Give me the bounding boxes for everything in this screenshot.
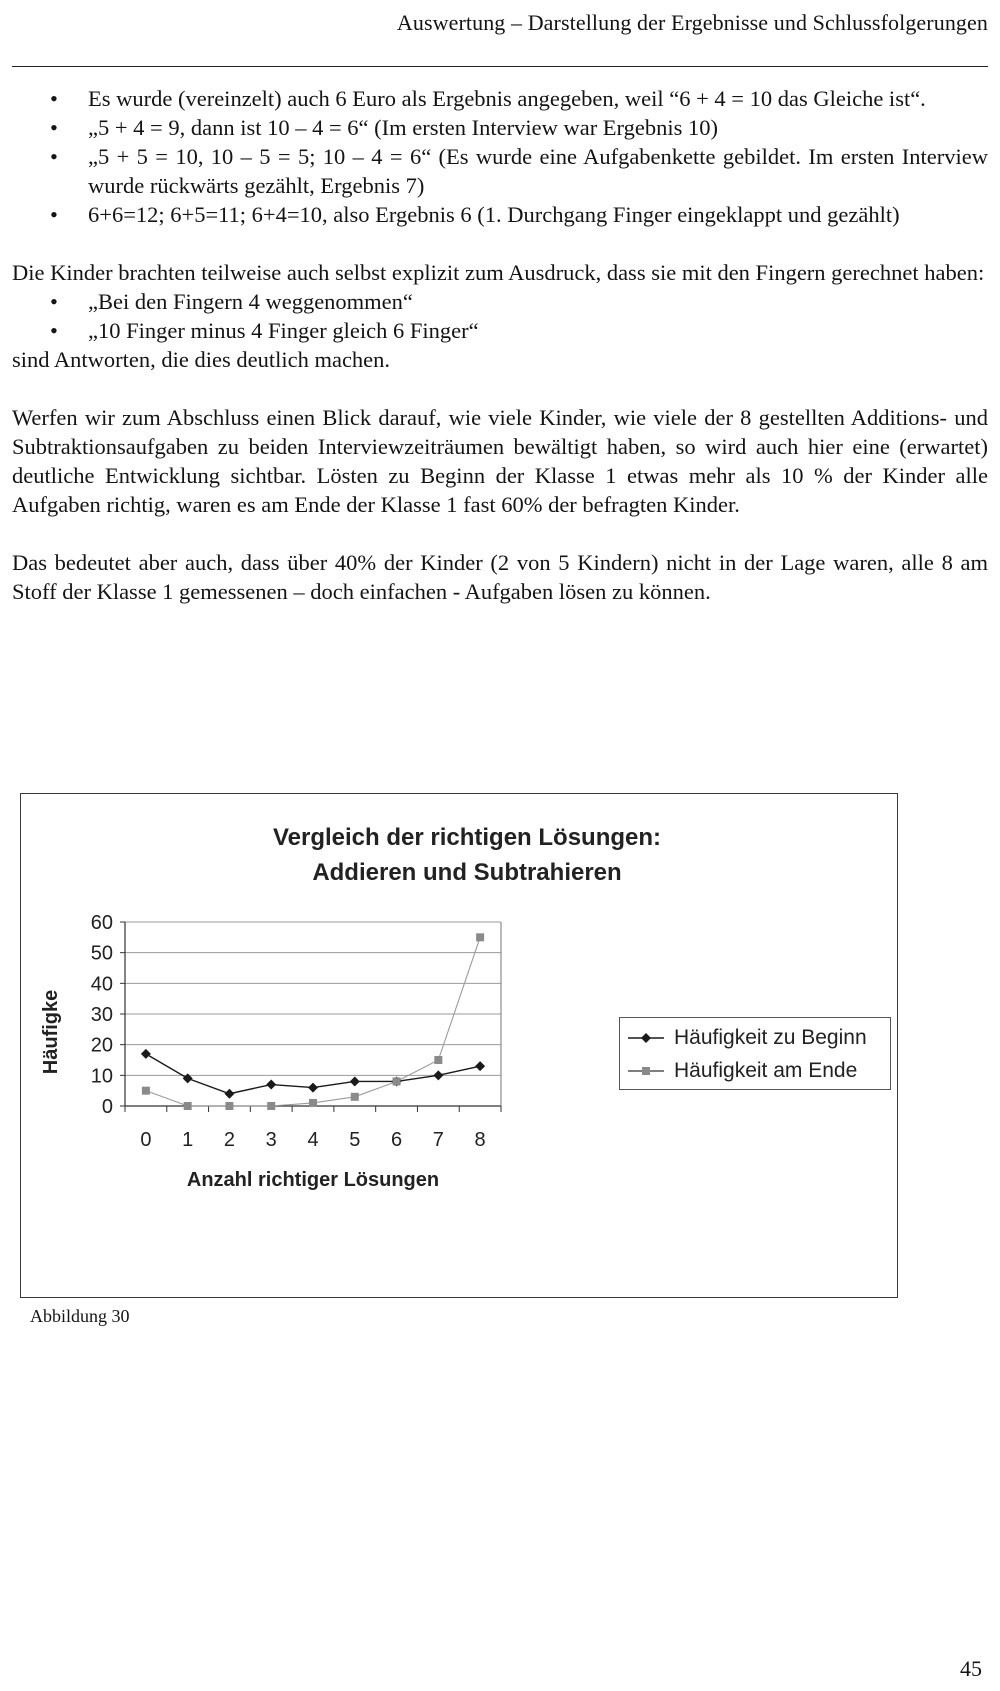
x-tick-label: 8 (474, 1129, 486, 1151)
y-tick-label: 60 (90, 912, 113, 934)
paragraph-kinder-outro: sind Antworten, die dies deutlich machen. (12, 347, 391, 372)
running-head: Auswertung – Darstellung der Ergebnisse und Schlussfolgerungen (396, 10, 988, 35)
y-tick-label: 30 (90, 1004, 113, 1026)
x-tick-label: 6 (390, 1129, 403, 1151)
list-item: • Es wurde (vereinzelt) auch 6 Euro als Ergebnis angegeben, weil “6 + 4 = 10 das Gleiche ist“. (12, 84, 988, 113)
figure-caption: Abbildung 30 (30, 1306, 130, 1326)
y-axis-title: Häufigke (40, 989, 62, 1075)
legend-item-ende (626, 1056, 857, 1086)
list-item: • „5 + 5 = 10, 10 – 5 = 5; 10 – 4 = 6“ (Es wurde eine Aufgabenkette gebildet. Im ersten Interview wurde rückwärts gezählt, Ergebnis 7) (12, 142, 988, 200)
y-tick-label: 50 (90, 942, 113, 965)
chart-title-line-1: Vergleich der richtigen Lösungen: (272, 824, 662, 851)
chart-legend (619, 1017, 891, 1090)
data-point-beginn (433, 1070, 443, 1080)
x-tick-label: 4 (307, 1129, 319, 1151)
data-point-ende (184, 1102, 192, 1110)
chart-title-line-2: Addieren und Subtrahieren (312, 859, 622, 886)
x-tick-label: 1 (182, 1129, 194, 1151)
x-tick-label: 3 (265, 1129, 277, 1151)
data-point-ende (351, 1093, 359, 1101)
data-point-ende (309, 1099, 317, 1107)
data-point-beginn (224, 1089, 234, 1099)
y-tick-label: 10 (90, 1065, 113, 1088)
data-point-ende (267, 1102, 275, 1110)
x-tick-label: 7 (432, 1129, 444, 1151)
y-tick-label: 40 (90, 973, 113, 996)
data-point-ende (225, 1102, 233, 1110)
y-tick-label: 20 (90, 1034, 113, 1057)
legend-item-beginn (626, 1023, 867, 1053)
x-tick-label: 5 (349, 1129, 361, 1151)
paragraph-kinder-intro: Die Kinder brachten teilweise auch selbst explizit zum Ausdruck, dass sie mit den Fingern gerechnet haben: (12, 260, 985, 285)
legend-label-beginn: Häufigkeit zu Beginn (674, 1026, 867, 1049)
paragraph-abschluss: Werfen wir zum Abschluss einen Blick darauf, wie viele Kinder, wie viele der 8 gestellten Additions- und Subtraktionsaufgaben zu beiden Interviewzeiträumen bewältigt haben, so wird auch hier eine (erwartet) deutliche Entwicklung sichtbar. Lösten zu Beginn der Klasse 1 etwas mehr als 10 % der Kinder alle Aufgaben richtig, waren es am Ende der Klasse 1 fast 60% der befragten Kinder. (12, 405, 988, 517)
data-point-ende (476, 933, 484, 941)
x-tick-label: 0 (140, 1129, 152, 1151)
header-rule (12, 66, 988, 67)
x-tick-label: 2 (223, 1129, 236, 1151)
page-number: 45 (960, 1656, 982, 1681)
page-body (12, 84, 988, 606)
list-item: • „10 Finger minus 4 Finger gleich 6 Finger“ (12, 316, 988, 345)
list-item: • 6+6=12; 6+5=11; 6+4=10, also Ergebnis 6 (1. Durchgang Finger eingeklappt und gezählt) (12, 200, 988, 229)
data-point-ende (434, 1056, 442, 1064)
data-point-ende (393, 1077, 401, 1085)
y-tick-label: 0 (101, 1096, 113, 1118)
paragraph-bedeutet: Das bedeutet aber auch, dass über 40% der Kinder (2 von 5 Kindern) nicht in der Lage waren, alle 8 am Stoff der Klasse 1 gemessenen – doch einfachen - Aufgaben lösen zu können. (12, 550, 988, 604)
series-line-ende (146, 937, 480, 1106)
legend-swatch-beginn (626, 1031, 666, 1045)
data-point-beginn (350, 1076, 360, 1086)
legend-swatch-ende (626, 1064, 666, 1078)
list-item: • „5 + 4 = 9, dann ist 10 – 4 = 6“ (Im ersten Interview war Ergebnis 10) (12, 113, 988, 142)
x-axis-title: Anzahl richtiger Lösungen (186, 1169, 440, 1191)
bullet-list-examples (12, 84, 988, 229)
legend-label-ende: Häufigkeit am Ende (674, 1059, 858, 1082)
chart-frame (20, 793, 898, 1298)
bullet-list-quotes (12, 287, 988, 345)
data-point-ende (142, 1087, 150, 1095)
data-point-beginn (266, 1080, 276, 1090)
data-point-beginn (141, 1049, 151, 1059)
data-point-beginn (475, 1061, 485, 1071)
data-point-beginn (308, 1083, 318, 1093)
list-item: • „Bei den Fingern 4 weggenommen“ (12, 287, 988, 316)
